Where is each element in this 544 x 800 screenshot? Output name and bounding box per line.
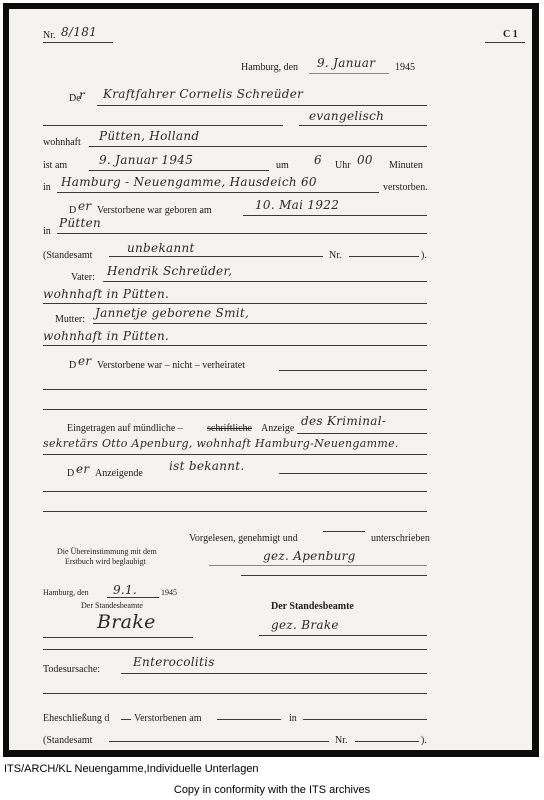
conformity-line2: Erstbuch wird beglaubigt: [65, 557, 146, 566]
signoff-place-label: Hamburg, den: [43, 588, 89, 597]
birth-article-prefix: D: [69, 205, 77, 216]
marriage-label: Eheschließung d: [43, 713, 110, 724]
archive-caption: ITS/ARCH/KL Neuengamme,Individuelle Unterlagen: [4, 763, 259, 775]
death-hour: 6: [314, 153, 322, 167]
religion: evangelisch: [309, 109, 385, 123]
cause-value: Enterocolitis: [133, 655, 215, 669]
informant-label: Anzeigende: [95, 468, 143, 479]
official-signature: Brake: [97, 611, 156, 633]
article-suffix: r: [79, 88, 86, 102]
birth-close: ).: [421, 250, 427, 261]
father-residence: wohnhaft in Pütten.: [43, 287, 170, 301]
mother-name: Jannetje geborene Smit,: [95, 306, 250, 320]
marital-prefix: D: [69, 360, 77, 371]
report-text-line1: des Kriminal-: [301, 414, 387, 428]
nr-value: 8/181: [61, 25, 98, 39]
died-label: verstorben.: [383, 182, 428, 193]
signed-label: unterschrieben: [371, 533, 430, 544]
birth-nr-label: Nr.: [329, 250, 342, 261]
marriage-registry-label: (Standesamt: [43, 735, 93, 746]
death-certificate: [9, 9, 532, 750]
official-signed: gez. Brake: [271, 618, 339, 632]
article: De: [69, 93, 81, 104]
birth-in-label: in: [43, 226, 51, 237]
signoff-place-date: 9.1.: [113, 583, 138, 597]
signoff-year: 1945: [161, 588, 177, 597]
birth-label: Verstorbene war geboren am: [97, 205, 212, 216]
form-code: C 1: [503, 29, 518, 40]
residence: Pütten, Holland: [99, 129, 200, 143]
informant-suffix: er: [76, 462, 90, 476]
marriage-in-label: in: [289, 713, 297, 724]
place-date-label: Hamburg, den: [241, 62, 299, 73]
birth-article-suffix: er: [78, 199, 92, 213]
death-date: 9. Januar 1945: [99, 153, 194, 167]
death-date-label: ist am: [43, 160, 68, 171]
year: 1945: [395, 62, 415, 73]
informant-value: ist bekannt.: [169, 459, 245, 473]
report-label-struck: schriftliche: [207, 423, 252, 434]
marriage-close: ).: [421, 735, 427, 746]
residence-label: wohnhaft: [43, 137, 81, 148]
official-label-small: Der Standesbeamte: [81, 601, 143, 610]
nr-label: Nr.: [43, 30, 56, 41]
report-text-line2: sekretärs Otto Apenburg, wohnhaft Hamburg-Neuengamme.: [43, 437, 399, 450]
death-minutes: 00: [357, 153, 373, 167]
father-name: Hendrik Schreüder,: [107, 264, 233, 278]
marital-label: Verstorbene war – nicht – verheiratet: [97, 360, 245, 371]
report-label-suffix: Anzeige: [261, 423, 295, 434]
minutes-label: Minuten: [389, 160, 423, 171]
copy-note: Copy in conformity with the ITS archives: [173, 784, 371, 796]
report-label-prefix: Eingetragen auf mündliche –: [67, 423, 183, 434]
marriage-label-rest: Verstorbenen am: [134, 713, 202, 724]
marital-suffix: er: [78, 354, 92, 368]
death-place: Hamburg - Neuengamme, Hausdeich 60: [61, 175, 317, 189]
father-label: Vater:: [71, 272, 95, 283]
mother-label: Mutter:: [55, 314, 85, 325]
birth-date: 10. Mai 1922: [255, 198, 340, 212]
conformity-line1: Die Übereinstimmung mit dem: [57, 547, 157, 556]
birth-place: Pütten: [59, 216, 102, 230]
hour-label: Uhr: [335, 160, 351, 171]
occupation-name: Kraftfahrer Cornelis Schreüder: [103, 87, 304, 101]
cause-label: Todesursache:: [43, 664, 101, 675]
birth-registry-value: unbekannt: [127, 241, 195, 255]
date-value: 9. Januar: [317, 56, 376, 70]
informant-signature: gez. Apenburg: [263, 549, 356, 563]
birth-registry-label: (Standesamt: [43, 250, 93, 261]
mother-residence: wohnhaft in Pütten.: [43, 329, 170, 343]
time-label: um: [276, 160, 289, 171]
death-in-label: in: [43, 182, 51, 193]
marriage-nr-label: Nr.: [335, 735, 348, 746]
read-label: Vorgelesen, genehmigt und: [189, 533, 298, 544]
informant-prefix: D: [67, 468, 75, 479]
official-label: Der Standesbeamte: [271, 601, 354, 612]
